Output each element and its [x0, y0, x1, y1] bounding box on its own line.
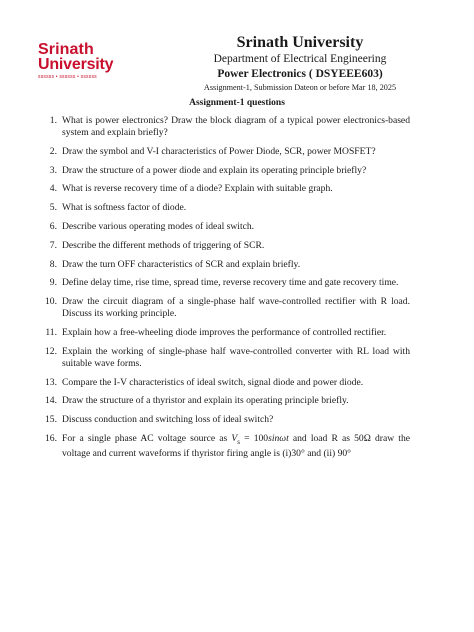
university-logo — [38, 42, 138, 80]
question-item — [40, 346, 410, 370]
question-item — [40, 296, 410, 320]
question-number: 6. — [49, 220, 57, 232]
question-text: Draw the symbol and V-I characteristics of Power Diode, SCR, power MOSFET? — [62, 145, 376, 157]
question-text: Discuss conduction and switching loss of ideal switch? — [62, 414, 274, 426]
question-item — [40, 240, 410, 252]
question-item — [40, 115, 410, 139]
question-item — [40, 414, 410, 426]
question-text: Draw the structure of a power diode and explain its operating principle briefly? — [62, 164, 367, 176]
question-text: What is reverse recovery time of a diode? Explain with suitable graph. — [62, 183, 333, 195]
question-number: 13. — [45, 376, 57, 388]
university-name: Srinath University — [236, 34, 364, 51]
question-number: 11. — [45, 326, 57, 338]
section-heading: Assignment-1 questions — [189, 98, 285, 108]
question-number: 5. — [49, 202, 57, 214]
question-item — [40, 221, 410, 233]
question-text: Draw the structure of a thyristor and explain its operating principle briefly. — [62, 395, 349, 407]
question-item — [40, 165, 410, 177]
question-number: 1. — [49, 115, 57, 126]
question-item — [40, 327, 410, 339]
question-item — [40, 146, 410, 158]
department-name: Department of Electrical Engineering — [213, 53, 387, 65]
sine-term: sinωt — [268, 432, 289, 444]
question-text: Explain the working of single-phase half wave-controlled converter with RL load with suitable wave forms. — [62, 345, 410, 369]
logo-line1: Srinath — [38, 41, 94, 58]
question-number: 4. — [49, 183, 57, 195]
question-number: 16. — [45, 432, 57, 444]
question-text: Draw the circuit diagram of a single-phase half wave-controlled rectifier with R load. Discuss its working principle. — [62, 296, 410, 320]
question-number: 2. — [49, 145, 57, 157]
question-text: Compare the I-V characteristics of ideal switch, signal diode and power diode. — [62, 376, 364, 388]
question-text: Define delay time, rise time, spread time, reverse recovery time and gate recovery time. — [62, 277, 399, 289]
voltage-symbol: V — [231, 432, 238, 444]
question-text: What is power electronics? Draw the block diagram of a typical power electronics-based system and explain briefly? — [62, 115, 410, 138]
question-item — [40, 202, 410, 214]
question-number: 10. — [45, 296, 57, 308]
logo-line2: University — [38, 56, 114, 73]
question-item — [40, 183, 410, 195]
question-text: Describe the different methods of triggering of SCR. — [62, 239, 265, 251]
question-number: 9. — [49, 277, 57, 289]
question-text: Draw the turn OFF characteristics of SCR and explain briefly. — [62, 258, 301, 270]
question-list — [40, 115, 410, 467]
question-item — [40, 395, 410, 407]
voltage-subscript: s — [237, 437, 241, 446]
question-item — [40, 259, 410, 271]
question-number: 3. — [49, 164, 57, 176]
logo-tagline: ssssss • ssssss • ssssss — [38, 74, 97, 80]
question-number: 7. — [49, 239, 57, 251]
question-item — [40, 277, 410, 289]
question-text: Describe various operating modes of ideal switch. — [62, 220, 255, 232]
assignment-info: Assignment-1, Submission Dateon or before Mar 18, 2025 — [203, 83, 397, 92]
question-text: Explain how a free-wheeling diode improves the performance of controlled rectifier. — [62, 326, 387, 338]
question-text-part2: and load R as 50Ω draw the voltage and current waveforms if thyristor firing angle is (i)30° and (ii) 90° — [62, 432, 410, 459]
equation-equals: = 100 — [240, 432, 269, 444]
question-number: 8. — [49, 258, 57, 270]
question-number: 12. — [45, 345, 57, 357]
document-header — [150, 33, 450, 93]
question-item — [40, 377, 410, 389]
question-number: 14. — [45, 395, 57, 407]
question-text: What is softness factor of diode. — [62, 202, 187, 214]
question-text-part1: For a single phase AC voltage source as — [62, 432, 232, 444]
question-number: 15. — [45, 414, 57, 426]
question-item — [40, 433, 410, 460]
course-title: Power Electronics ( DSYEEE603) — [217, 68, 383, 80]
